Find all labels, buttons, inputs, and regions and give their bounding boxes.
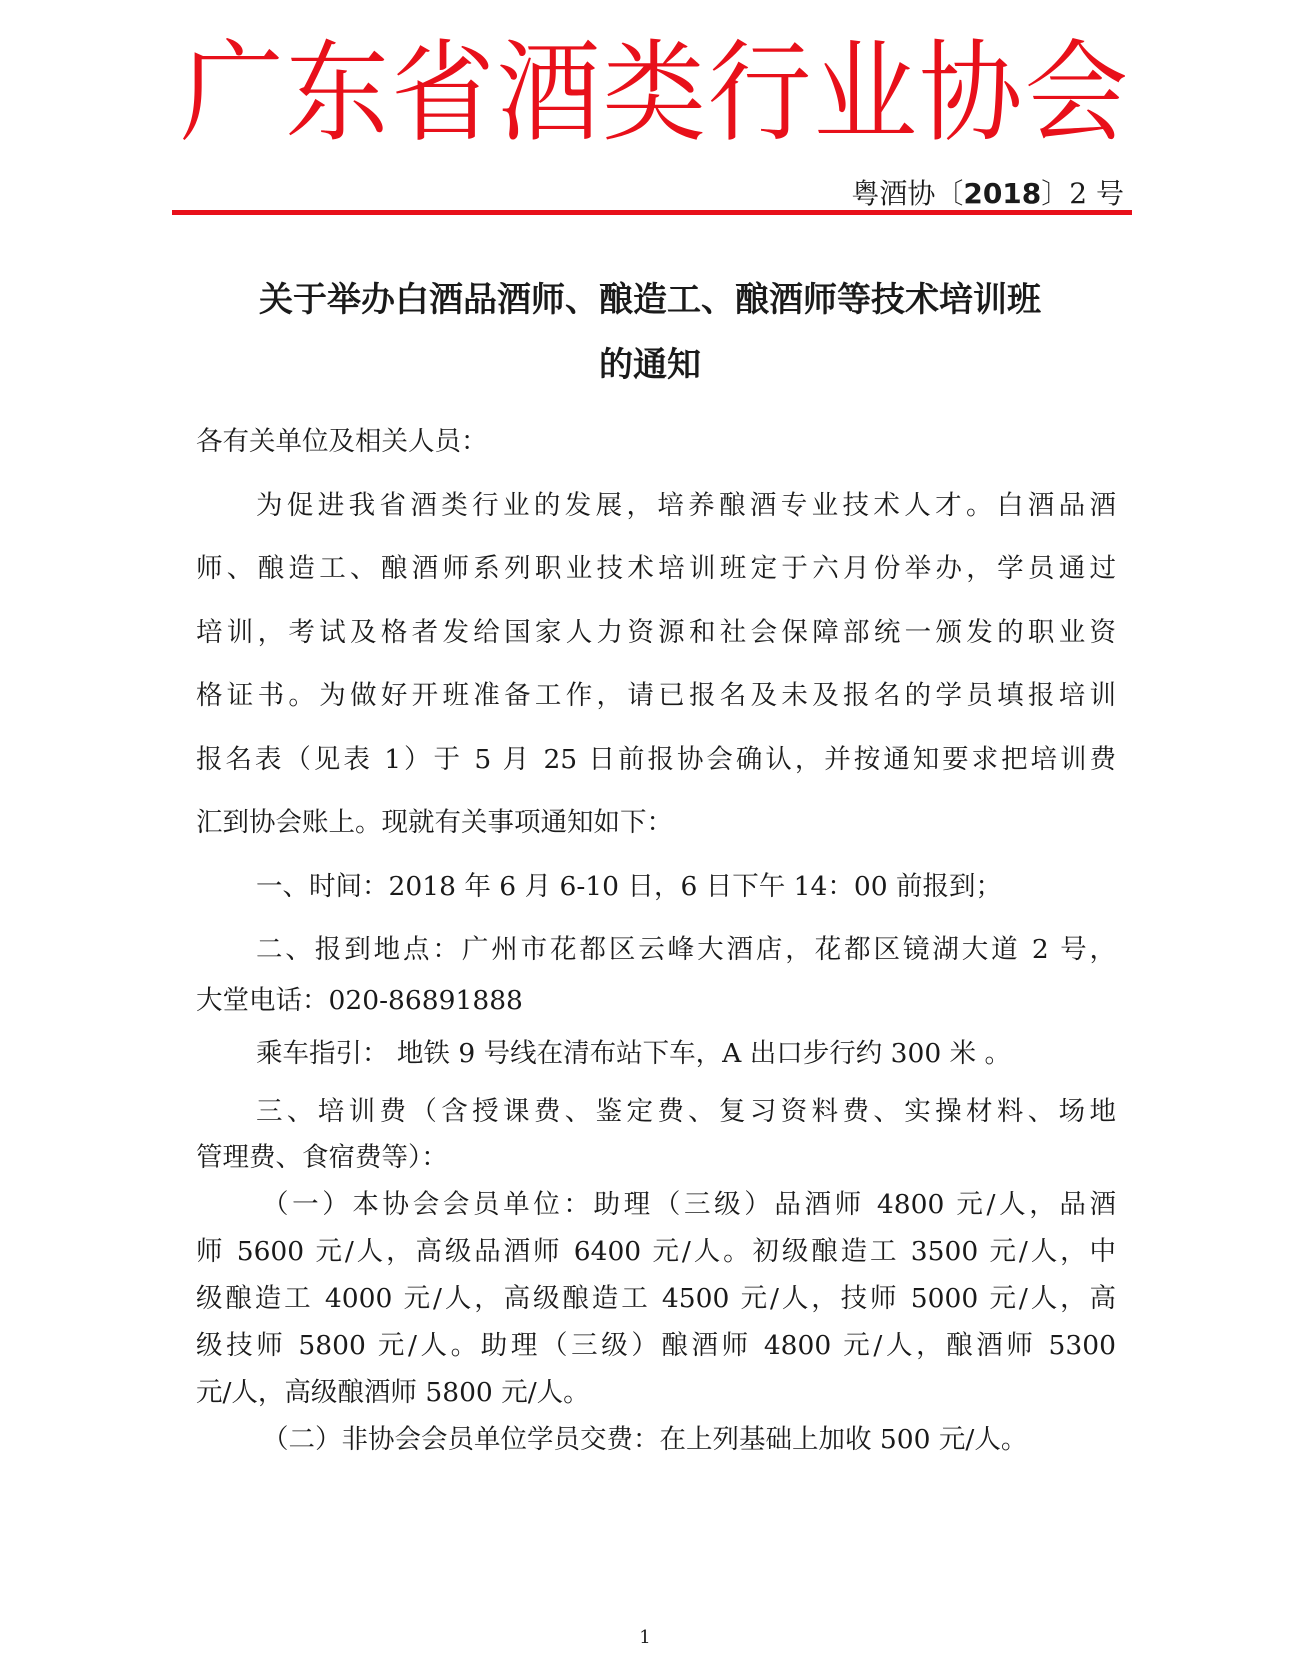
red-header-rule <box>172 210 1132 215</box>
organization-masthead: 广东省酒类行业协会 <box>180 29 1130 157</box>
document-number-suffix: 〕2 号 <box>1041 177 1124 210</box>
item-location-line: 大堂电话：020-86891888 <box>196 985 523 1016</box>
item-time: 一、时间：2018 年 6 月 6-10 日，6 日下午 14：00 前报到； <box>256 871 1003 902</box>
fee-members-line: （一）本协会会员单位：助理（三级）品酒师 4800 元/人，品酒 <box>262 1189 1116 1220</box>
intro-line: 报名表（见表 1）于 5 月 25 日前报协会确认，并按通知要求把培训费 <box>196 744 1116 775</box>
document-number <box>851 176 1124 212</box>
notice-title-line-1: 关于举办白酒品酒师、酿造工、酿酒师等技术培训班 <box>259 280 1041 320</box>
intro-line: 为促进我省酒类行业的发展，培养酿酒专业技术人才。白酒品酒 <box>256 490 1116 521</box>
fee-nonmembers: （二）非协会会员单位学员交费：在上列基础上加收 500 元/人。 <box>262 1424 1028 1455</box>
fee-members-line: 元/人，高级酿酒师 5800 元/人。 <box>196 1377 590 1408</box>
intro-line: 汇到协会账上。现就有关事项通知如下： <box>196 807 673 838</box>
fee-members-line: 级技师 5800 元/人。助理（三级）酿酒师 4800 元/人，酿酒师 5300 <box>196 1330 1116 1361</box>
item-fee-heading-line: 管理费、食宿费等）： <box>196 1142 448 1173</box>
document-number-year: 2018 <box>963 177 1042 210</box>
item-fee-heading-line: 三、培训费（含授课费、鉴定费、复习资料费、实操材料、场地 <box>256 1096 1116 1127</box>
item-transport: 乘车指引： 地铁 9 号线在清布站下车，A 出口步行约 300 米 。 <box>256 1038 1012 1069</box>
intro-line: 师、酿造工、酿酒师系列职业技术培训班定于六月份举办，学员通过 <box>196 553 1116 584</box>
intro-line: 培训，考试及格者发给国家人力资源和社会保障部统一颁发的职业资 <box>196 617 1116 648</box>
item-location-line: 二、报到地点：广州市花都区云峰大酒店，花都区镜湖大道 2 号， <box>256 934 1116 965</box>
intro-line: 格证书。为做好开班准备工作，请已报名及未及报名的学员填报培训 <box>196 680 1116 711</box>
document-number-prefix: 粤酒协〔 <box>851 177 964 210</box>
notice-title-line-2: 的通知 <box>599 345 701 385</box>
fee-members-line: 级酿造工 4000 元/人，高级酿造工 4500 元/人，技师 5000 元/人，高 <box>196 1283 1116 1314</box>
page-number: 1 <box>639 1627 651 1648</box>
fee-members-line: 师 5600 元/人，高级品酒师 6400 元/人。初级酿造工 3500 元/人，中 <box>196 1236 1116 1267</box>
salutation: 各有关单位及相关人员： <box>196 426 488 457</box>
